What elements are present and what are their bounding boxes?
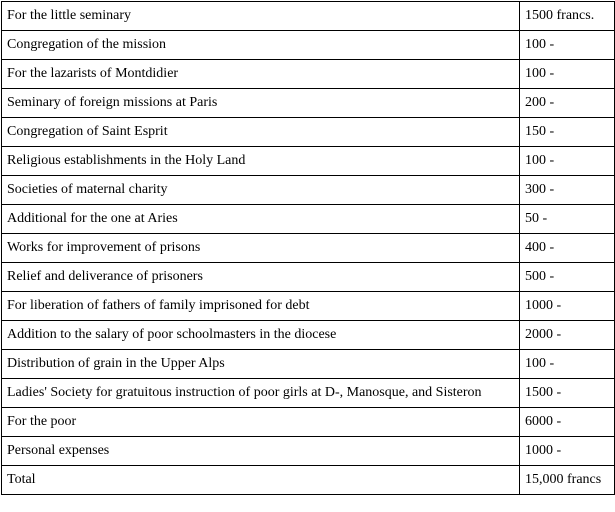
amount-cell: 50 - xyxy=(520,205,615,234)
table-row xyxy=(2,437,615,466)
amount-cell: 1500 - xyxy=(520,379,615,408)
item-cell: Personal expenses xyxy=(2,437,520,466)
budget-table xyxy=(1,1,615,495)
total-row xyxy=(2,466,615,495)
table-row xyxy=(2,350,615,379)
total-amount: 15,000 francs xyxy=(520,466,615,495)
table-row xyxy=(2,31,615,60)
amount-cell: 300 - xyxy=(520,176,615,205)
item-cell: Addition to the salary of poor schoolmasters in the diocese xyxy=(2,321,520,350)
item-cell: Seminary of foreign missions at Paris xyxy=(2,89,520,118)
budget-table-body xyxy=(2,2,615,495)
table-row xyxy=(2,205,615,234)
item-cell: Societies of maternal charity xyxy=(2,176,520,205)
amount-cell: 400 - xyxy=(520,234,615,263)
amount-cell: 200 - xyxy=(520,89,615,118)
item-cell: Congregation of the mission xyxy=(2,31,520,60)
item-cell: Religious establishments in the Holy Land xyxy=(2,147,520,176)
item-cell: For the little seminary xyxy=(2,2,520,31)
amount-cell: 1000 - xyxy=(520,292,615,321)
table-row xyxy=(2,234,615,263)
table-row xyxy=(2,263,615,292)
item-cell: Additional for the one at Aries xyxy=(2,205,520,234)
amount-cell: 1500 francs. xyxy=(520,2,615,31)
item-cell: For the poor xyxy=(2,408,520,437)
item-cell: Works for improvement of prisons xyxy=(2,234,520,263)
amount-cell: 100 - xyxy=(520,31,615,60)
table-row xyxy=(2,89,615,118)
table-row xyxy=(2,321,615,350)
amount-cell: 100 - xyxy=(520,350,615,379)
table-row xyxy=(2,176,615,205)
amount-cell: 1000 - xyxy=(520,437,615,466)
amount-cell: 100 - xyxy=(520,60,615,89)
table-row xyxy=(2,408,615,437)
table-row xyxy=(2,292,615,321)
amount-cell: 100 - xyxy=(520,147,615,176)
table-row xyxy=(2,147,615,176)
table-row xyxy=(2,379,615,408)
item-cell: For the lazarists of Montdidier xyxy=(2,60,520,89)
table-row xyxy=(2,2,615,31)
item-cell: Relief and deliverance of prisoners xyxy=(2,263,520,292)
table-row xyxy=(2,118,615,147)
amount-cell: 150 - xyxy=(520,118,615,147)
item-cell: Distribution of grain in the Upper Alps xyxy=(2,350,520,379)
total-label: Total xyxy=(2,466,520,495)
item-cell: Ladies' Society for gratuitous instruction of poor girls at D-, Manosque, and Sisteron xyxy=(2,379,520,408)
amount-cell: 6000 - xyxy=(520,408,615,437)
item-cell: For liberation of fathers of family imprisoned for debt xyxy=(2,292,520,321)
item-cell: Congregation of Saint Esprit xyxy=(2,118,520,147)
table-row xyxy=(2,60,615,89)
amount-cell: 2000 - xyxy=(520,321,615,350)
amount-cell: 500 - xyxy=(520,263,615,292)
